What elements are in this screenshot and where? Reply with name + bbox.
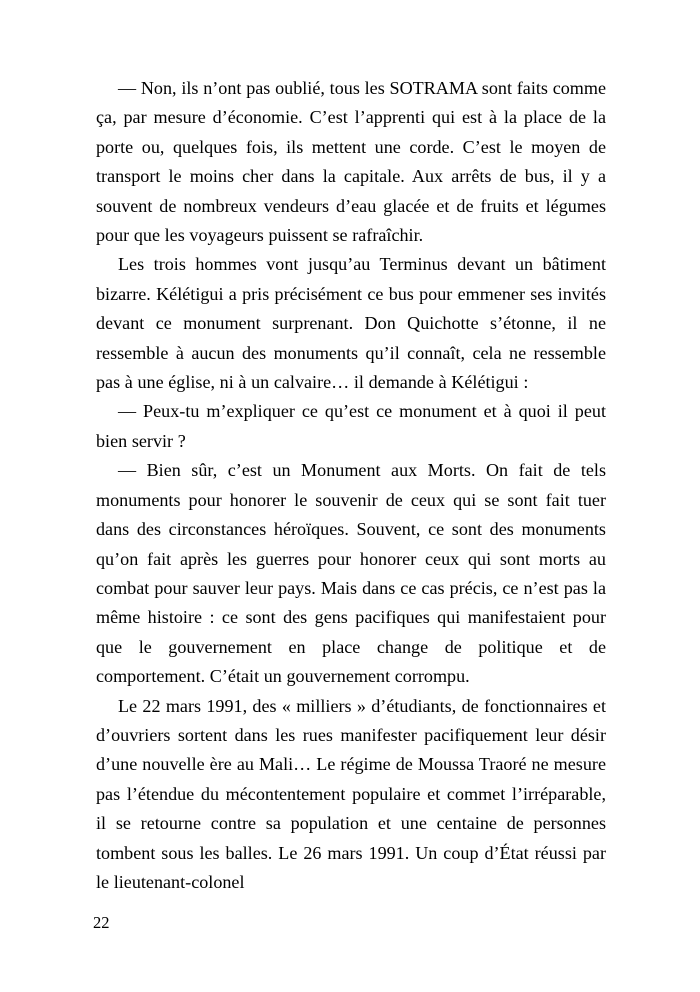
paragraph: — Non, ils n’ont pas oublié, tous les SOTRAMA sont faits comme ça, par mesure d’économie. C’est l’apprenti qui est à la place de la porte ou, quelques fois, ils mettent une corde. C’est le moyen de transport le moins cher dans la capitale. Aux arrêts de bus, il y a souvent de nombreux vendeurs d’eau glacée et de fruits et légumes pour que les voyageurs puissent se rafraîchir. — [96, 78, 606, 246]
body-text-block — [96, 74, 606, 897]
paragraph: — Bien sûr, c’est un Monument aux Morts. On fait de tels monuments pour honorer le souvenir de ceux qui se sont fait tuer dans des circonstances héroïques. Souvent, ce sont des monuments qu’on fait après les guerres pour honorer ceux qui sont morts au combat pour sauver leur pays. Mais dans ce cas précis, ce n’est pas la même histoire : ce sont des gens pacifiques qui manifestaient pour que le gouvernement en place change de politique et de comportement. C’était un gouvernement corrompu. — [96, 460, 606, 687]
paragraph: — Peux-tu m’expliquer ce qu’est ce monument et à quoi il peut bien servir ? — [96, 401, 606, 451]
paragraph: Les trois hommes vont jusqu’au Terminus devant un bâtiment bizarre. Kélétigui a pris précisément ce bus pour emmener ses invités devant ce monument surprenant. Don Quichotte s’étonne, il ne ressemble à aucun des monuments qu’il connaît, cela ne ressemble pas à une église, ni à un calvaire… il demande à Kélétigui : — [96, 254, 606, 393]
page-number: 22 — [93, 913, 110, 932]
paragraph: Le 22 mars 1991, des « milliers » d’étudiants, de fonctionnaires et d’ouvriers sortent dans les rues manifester pacifiquement leur désir d’une nouvelle ère au Mali… Le régime de Moussa Traoré ne mesure pas l’étendue du mécontentement populaire et commet l’irréparable, il se retourne contre sa population et une centaine de personnes tombent sous les balles. Le 26 mars 1991. Un coup d’État réussi par le lieutenant-colonel — [96, 695, 606, 892]
